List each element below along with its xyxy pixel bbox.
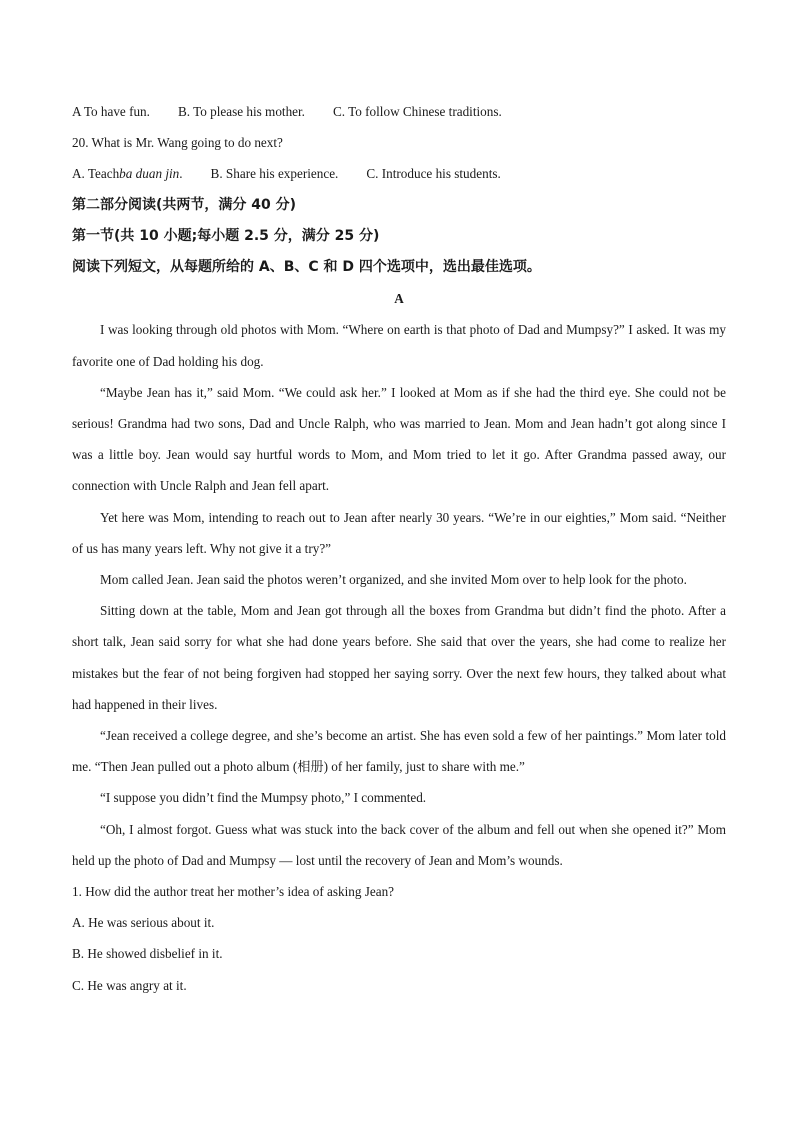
q1-option-b: B. He showed disbelief in it. — [72, 946, 223, 962]
q19-option-c: C. To follow Chinese traditions. — [332, 104, 502, 119]
passage-paragraph-8: “Oh, I almost forgot. Guess what was stuck into the back cover of the album and fell out when she opened it?” Mom held up the photo of Dad and Mumpsy — lost until the recovery of Jean and Mom’s wounds. — [72, 821, 726, 868]
section-subtitle: 第一节(共 10 小题;每小题 2.5 分，满分 25 分) — [72, 227, 380, 244]
q20-option-b: B. Share his experience. — [210, 166, 339, 182]
passage-paragraph-5: Sitting down at the table, Mom and Jean got through all the boxes from Grandma but didn’t find the photo. After a short talk, Jean said sorry for what she had done years before. She said that over the years, she had come to realize her mistakes but the fear of not being forgiven had stopped her saying sorry. Over the next few hours, they talked about what had happened in their lives. — [72, 603, 726, 712]
q20-option-a — [72, 158, 183, 189]
part-title: 第二部分阅读(共两节，满分 40 分) — [72, 196, 297, 213]
q20-option-c: C. Introduce his students. — [366, 166, 501, 182]
passage-paragraph-2: “Maybe Jean has it,” said Mom. “We could ask her.” I looked at Mom as if she had the third eye. She could not be serious! Grandma had two sons, Dad and Uncle Ralph, who was married to Jean. Mom and Jean hadn’t got along since I was a little boy. Jean would say hurtful words to Mom, and Mom tried to let it go. After Grandma passed away, our connection with Uncle Ralph and Jean fell apart. — [72, 384, 726, 494]
passage-label: A — [394, 291, 404, 307]
q1-question: 1. How did the author treat her mother’s idea of asking Jean? — [72, 884, 395, 900]
exam-page — [72, 96, 726, 1001]
passage-paragraph-6: “Jean received a college degree, and she’s become an artist. She has even sold a few of her paintings.” Mom later told me. “Then Jean pulled out a photo album (相册) of her family, just to share with me.” — [72, 728, 726, 775]
q19-options — [72, 96, 726, 127]
q20-option-a-italic: ba duan jin — [119, 166, 180, 182]
q19-option-b: B. To please his mother. — [177, 104, 305, 119]
passage-paragraph-7: “I suppose you didn’t find the Mumpsy photo,” I commented. — [100, 790, 427, 806]
passage-paragraph-3: Yet here was Mom, intending to reach out to Jean after nearly 30 years. “We’re in our eighties,” Mom said. “Neither of us has many years left. Why not give it a try?” — [72, 509, 726, 556]
q20-option-a-suffix: . — [179, 166, 183, 182]
q20-option-a-prefix: A. Teach — [72, 166, 120, 182]
q1-option-a: A. He was serious about it. — [72, 915, 215, 931]
q20-question: 20. What is Mr. Wang going to do next? — [72, 135, 283, 151]
q19-option-a: A To have fun. — [72, 104, 150, 119]
passage-paragraph-4: Mom called Jean. Jean said the photos weren’t organized, and she invited Mom over to help look for the photo. — [100, 572, 687, 588]
section-instruction: 阅读下列短文，从每题所给的 A、B、C 和 D 四个选项中，选出最佳选项。 — [72, 259, 541, 276]
q20-options — [72, 158, 726, 189]
passage-paragraph-1: I was looking through old photos with Mom. “Where on earth is that photo of Dad and Mumpsy?” I asked. It was my favorite one of Dad holding his dog. — [72, 322, 726, 369]
q1-option-c: C. He was angry at it. — [72, 977, 187, 993]
